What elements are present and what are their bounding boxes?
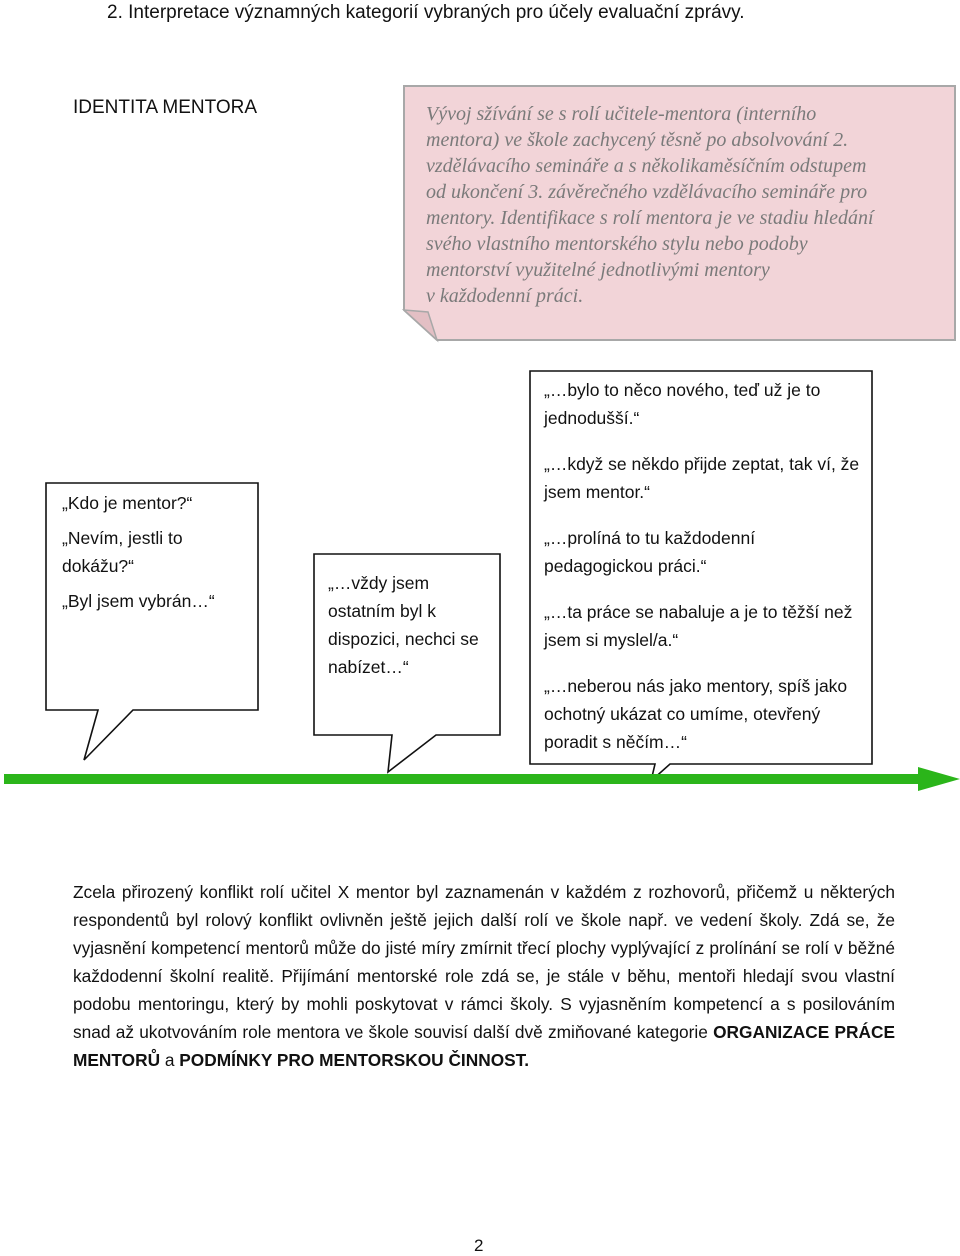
speech-bubble-early-text	[62, 489, 252, 622]
speech-bubble-middle-text	[328, 569, 498, 681]
body-paragraph	[73, 878, 895, 1074]
category-title: IDENTITA MENTORA	[73, 97, 258, 118]
paragraph-text: a	[160, 1050, 180, 1070]
quote: „…neberou nás jako mentory, spíš jako ochotný ukázat co umíme, otevřený poradit s něčím…“	[544, 676, 848, 752]
note-line: vzdělávacího semináře a s několikaměsíčním odstupem	[426, 155, 867, 177]
speech-bubble-late-text	[544, 376, 862, 774]
section-heading: 2. Interpretace významných kategorií vybraných pro účely evaluační zprávy.	[107, 2, 745, 23]
quote: „Kdo je mentor?“	[62, 493, 193, 513]
timeline-bar	[4, 774, 922, 784]
quote: „…prolíná to tu každodenní pedagogickou práci.“	[544, 528, 756, 576]
quote: „…když se někdo přijde zeptat, tak ví, že jsem mentor.“	[544, 454, 860, 502]
quote: „…vždy jsem ostatním byl k dispozici, nechci se nabízet…“	[328, 573, 479, 677]
note-line: od ukončení 3. závěrečného vzdělávacího semináře pro	[426, 181, 868, 203]
page-number: 2	[474, 1236, 484, 1255]
timeline-arrowhead	[918, 767, 960, 791]
note-line: svého vlastního mentorského stylu nebo podoby	[426, 233, 808, 255]
note-line: mentorství využitelné jednotlivými mentory	[426, 259, 770, 281]
note-callout-text	[426, 101, 936, 309]
quote: „Nevím, jestli to dokážu?“	[62, 528, 183, 576]
paragraph-text: Zcela přirozený konflikt rolí učitel X mentor byl zaznamenán v každém z rozhovorů, přičemž u některých respondentů byl rolový konflikt ovlivněn ještě jejich další rolí ve škole např. ve vedení školy. Zdá se, že vyjasnění kompetencí mentorů může do jisté míry zmírnit třecí plochy vyplývající z prolínání se rolí v běžné každodenní školní realitě. Přijímání mentorské role zdá se, je stále v běhu, mentoři hledají svou vlastní podobu mentoringu, který by mohli poskytovat v rámci školy. S vyjasněním kompetencí a s posilováním snad až ukotvováním role mentora ve škole souvisí další dvě zmiňované kategorie	[73, 882, 895, 1042]
note-line: v každodenní práci.	[426, 285, 584, 307]
category-podminky: PODMÍNKY PRO MENTORSKOU ČINNOST.	[179, 1050, 530, 1070]
note-line: mentora) ve škole zachycený těsně po absolvování 2.	[426, 129, 849, 151]
quote: „Byl jsem vybrán…“	[62, 591, 215, 611]
quote: „…bylo to něco nového, teď už je to jednodušší.“	[544, 380, 821, 428]
quote: „…ta práce se nabaluje a je to těžší než jsem si myslel/a.“	[544, 602, 853, 650]
note-line: mentory. Identifikace s rolí mentora je ve stadiu hledání	[426, 207, 874, 229]
category-organizace: ORGANIZACE PRÁCE MENTORŮ	[73, 1022, 896, 1070]
note-line: Vývoj sžívání se s rolí učitele-mentora (interního	[426, 103, 817, 125]
